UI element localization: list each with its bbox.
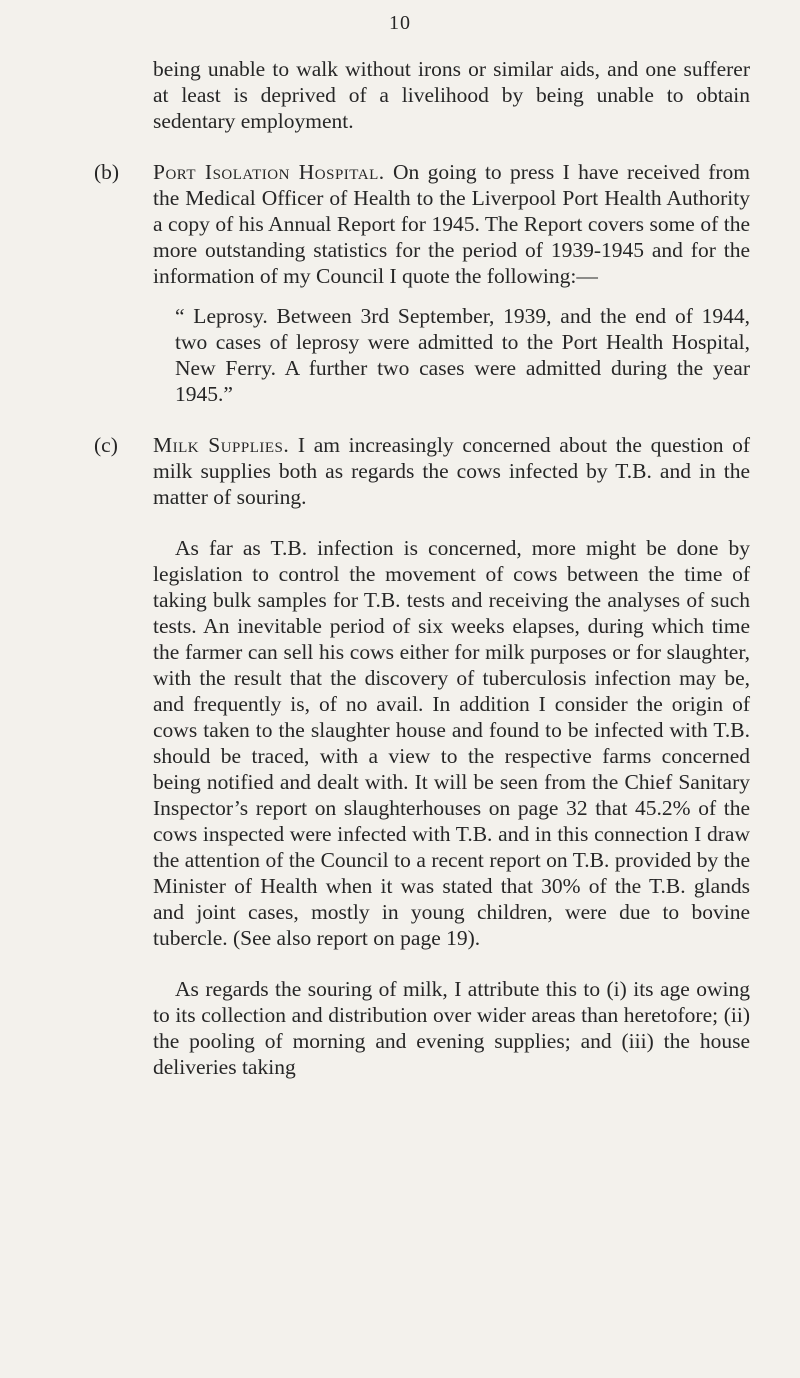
- section-c: [94, 432, 750, 1080]
- section-b-text: On going to press I have received from the Medical Officer of Health to the Liverpool Port Health Authority a copy of his Annual Report for 1945. The Report covers some of the more outstanding statistics for the period of 1939-1945 and for the information of my Council I quote the following:—: [153, 160, 750, 288]
- section-b-label: (b): [94, 160, 120, 184]
- section-b-heading: Port Isolation Hospital.: [153, 160, 385, 184]
- section-c-label: (c): [94, 433, 118, 457]
- section-b-paragraph: [153, 159, 750, 289]
- milk-souring-paragraph: As regards the souring of milk, I attribute this to (i) its age owing to its collection and distribution over wider areas than heretofore; (ii) the pooling of morning and evening supplies; and (iii) the house deliveries taking: [153, 977, 750, 1079]
- document-body: [94, 56, 750, 1080]
- section-c-heading: Milk Supplies.: [153, 433, 290, 457]
- section-b: [94, 159, 750, 407]
- tb-infection-paragraph: As far as T.B. infection is concerned, more might be done by legislation to control the movement of cows between the time of taking bulk samples for T.B. tests and receiving the analyses of such tests. An inevitable period of six weeks elapses, during which time the farmer can sell his cows either for milk purposes or for slaughter, with the result that the discovery of tuberculosis infection may be, and frequently is, of no avail. In addition I consider the origin of cows taken to the slaughter house and found to be infected with T.B. should be traced, with a view to the respective farms concerned being notified and dealt with. It will be seen from the Chief Sanitary Inspector’s report on slaughterhouses on page 32 that 45.2% of the cows inspected were infected with T.B. and in this connection I draw the attention of the Council to a recent report on T.B. provided by the Minister of Health when it was stated that 30% of the T.B. glands and joint cases, mostly in young children, were due to bovine tubercle. (See also report on page 19).: [153, 536, 750, 950]
- continuation-paragraph: being unable to walk without irons or similar aids, and one sufferer at least is deprived of a livelihood by being unable to obtain sedentary employment.: [153, 57, 750, 133]
- section-c-text: I am increasingly concerned about the question of milk supplies both as regards the cows infected by T.B. and in the matter of souring.: [153, 433, 750, 509]
- leprosy-quote: “ Leprosy. Between 3rd September, 1939, and the end of 1944, two cases of leprosy were admitted to the Port Health Hospital, New Ferry. A further two cases were admitted during the year 1945.”: [175, 304, 750, 406]
- page-number: 10: [389, 12, 411, 34]
- section-c-paragraph: [153, 432, 750, 510]
